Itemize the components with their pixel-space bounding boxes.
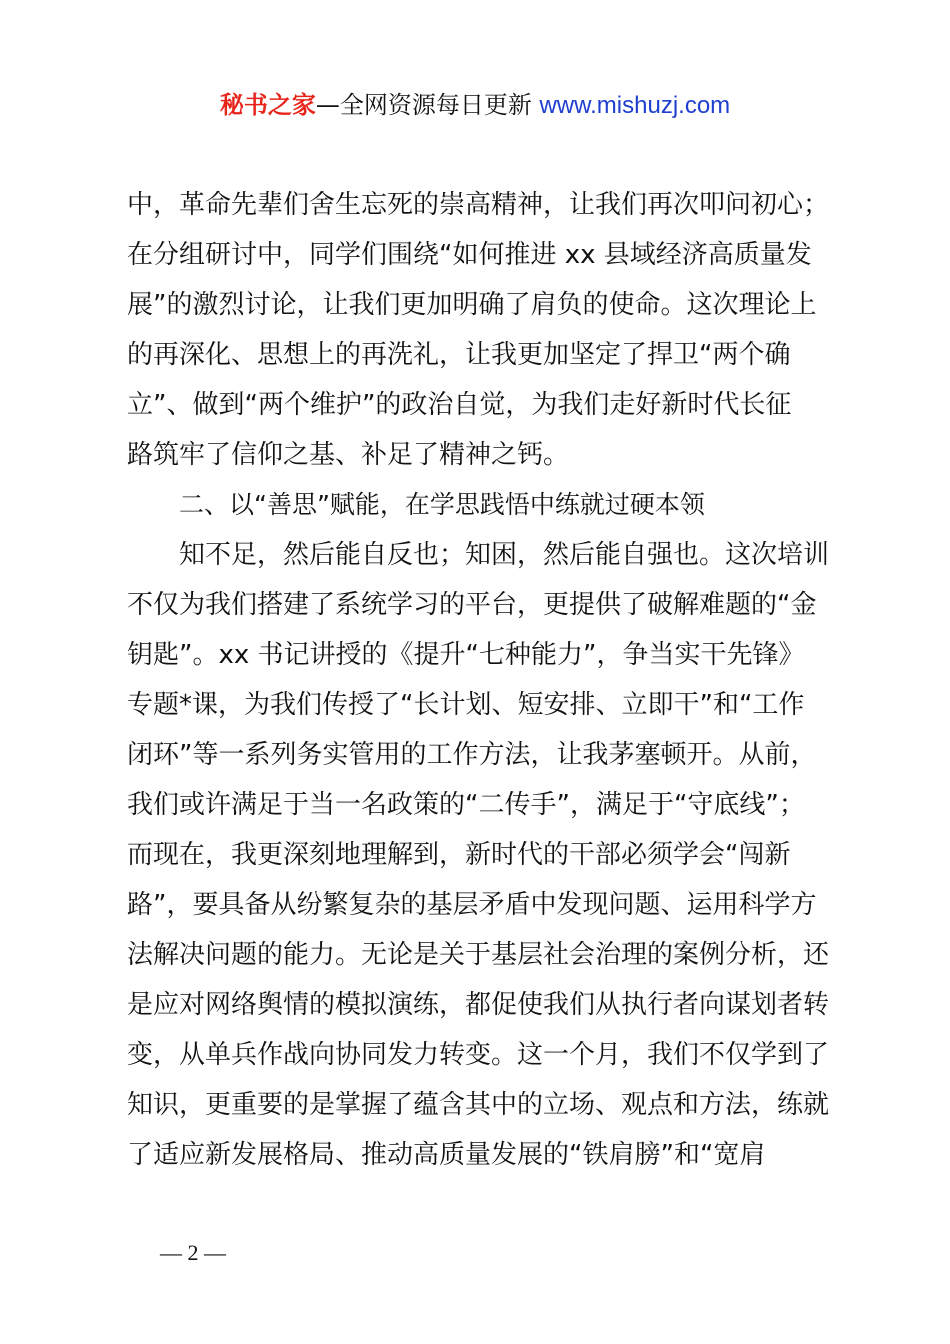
- body-line: 展”的激烈讨论，让我们更加明确了肩负的使命。这次理论上: [127, 290, 817, 320]
- paragraph-first-line: 知不足，然后能自反也；知困，然后能自强也。这次培训: [179, 540, 830, 570]
- body-line: 立”、做到“两个维护”的政治自觉，为我们走好新时代长征: [127, 390, 792, 420]
- body-line: 不仅为我们搭建了系统学习的平台，更提供了破解难题的“金: [127, 590, 817, 620]
- body-line: 钥匙”。xx 书记讲授的《提升“七种能力”，争当实干先锋》: [127, 640, 805, 670]
- body-line: 知识，更重要的是掌握了蕴含其中的立场、观点和方法，练就: [127, 1090, 830, 1120]
- page-number: — 2 —: [160, 1240, 226, 1265]
- body-line: 专题*课，为我们传授了“长计划、短安排、立即干”和“工作: [127, 690, 805, 720]
- body-line: 法解决问题的能力。无论是关于基层社会治理的案例分析，还: [127, 940, 830, 970]
- section-heading: 二、以“善思”赋能，在学思践悟中练就过硬本领: [179, 490, 705, 519]
- brand-name: 秘书之家: [219, 91, 316, 119]
- body-line: 中，革命先辈们舍生忘死的崇高精神，让我们再次叩问初心；: [127, 190, 830, 220]
- body-line: 在分组研讨中，同学们围绕“如何推进 xx 县域经济高质量发: [127, 240, 812, 270]
- document-body: [127, 180, 833, 1180]
- body-line: 变，从单兵作战向协同发力转变。这一个月，我们不仅学到了: [127, 1040, 830, 1070]
- site-watermark-header: [0, 88, 950, 123]
- body-line: 路”，要具备从纷繁复杂的基层矛盾中发现问题、运用科学方: [127, 890, 817, 920]
- body-line: 而现在，我更深刻地理解到，新时代的干部必须学会“闯新: [127, 840, 791, 870]
- body-line: 闭环”等一系列务实管用的工作方法，让我茅塞顿开。从前，: [127, 740, 817, 770]
- body-line: 是应对网络舆情的模拟演练，都促使我们从执行者向谋划者转: [127, 990, 830, 1020]
- body-line: 的再深化、思想上的再洗礼，让我更加坚定了捍卫“两个确: [127, 340, 791, 370]
- site-url: www.mishuzj.com: [539, 92, 731, 119]
- header-tagline: —全网资源每日更新: [315, 91, 532, 119]
- body-line: 我们或许满足于当一名政策的“二传手”，满足于“守底线”；: [127, 790, 805, 820]
- body-line: 路筑牢了信仰之基、补足了精神之钙。: [127, 440, 570, 470]
- body-line: 了适应新发展格局、推动高质量发展的“铁肩膀”和“宽肩: [127, 1140, 766, 1170]
